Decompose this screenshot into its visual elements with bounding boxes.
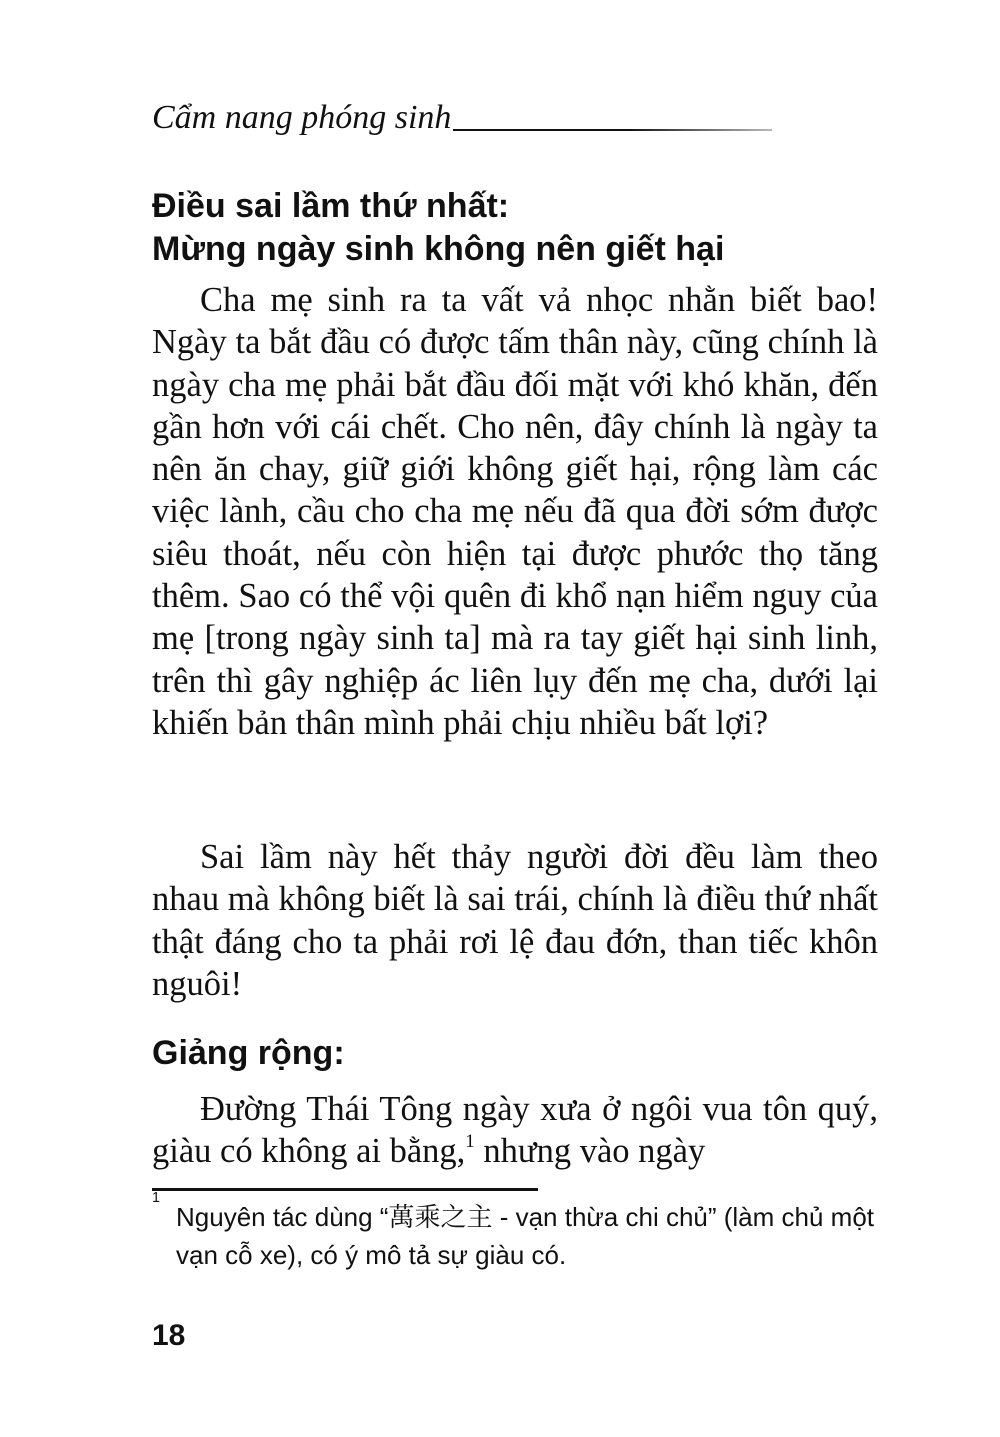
footnote-reference: 1: [465, 1131, 475, 1153]
page-number: 18: [152, 1319, 186, 1352]
paragraph-2: Sai lầm này hết thảy người đời đều làm theo nhau mà không biết là sai trái, chính là điều thứ nhất thật đáng cho ta phải rơi lệ đau đớn, than tiếc khôn nguôi!: [152, 838, 878, 1003]
paragraph-3-continuation: nhưng vào ngày: [474, 1132, 706, 1171]
footnote-divider: [152, 1188, 538, 1191]
footnote: 1 Nguyên tác dùng “萬乘之主 - vạn thừa chi chủ” (làm chủ một vạn cỗ xe), có ý mô tả sự giàu có.: [152, 1190, 875, 1270]
running-head: [152, 98, 772, 138]
running-head-title: Cẩm nang phóng sinh: [152, 99, 452, 136]
footnote-text: Nguyên tác dùng “萬乘之主 - vạn thừa chi chủ” (làm chủ một vạn cỗ xe), có ý mô tả sự giàu có.: [176, 1202, 875, 1270]
paragraph-3-text: Đường Thái Tông ngày xưa ở ngôi vua tôn quý, giàu có không ai bằng,: [152, 1090, 878, 1171]
sub-heading: Giảng rộng:: [152, 1034, 345, 1072]
paragraph-3: [152, 1088, 878, 1173]
section-heading-line1: Điều sai lầm thứ nhất:: [152, 187, 510, 225]
section-heading-line2: Mừng ngày sinh không nên giết hại: [152, 230, 725, 268]
running-head-rule: [453, 129, 772, 131]
paragraph-1: Cha mẹ sinh ra ta vất vả nhọc nhằn biết bao! Ngày ta bắt đầu có được tấm thân này, cũng chính là ngày cha mẹ phải bắt đầu đối mặt với khó khăn, đến gần hơn với cái chết. Cho nên, đây chính là ngày ta nên ăn chay, giữ giới không giết hại, rộng làm các việc lành, cầu cho cha mẹ nếu đã qua đời sớm được siêu thoát, nếu còn hiện tại được phước thọ tăng thêm. Sao có thể vội quên đi khổ nạn hiểm nguy của mẹ [trong ngày sinh ta] mà ra tay giết hại sinh linh, trên thì gây nghiệp ác liên lụy đến mẹ cha, dưới lại khiến bản thân mình phải chịu nhiều bất lợi?: [152, 281, 878, 742]
